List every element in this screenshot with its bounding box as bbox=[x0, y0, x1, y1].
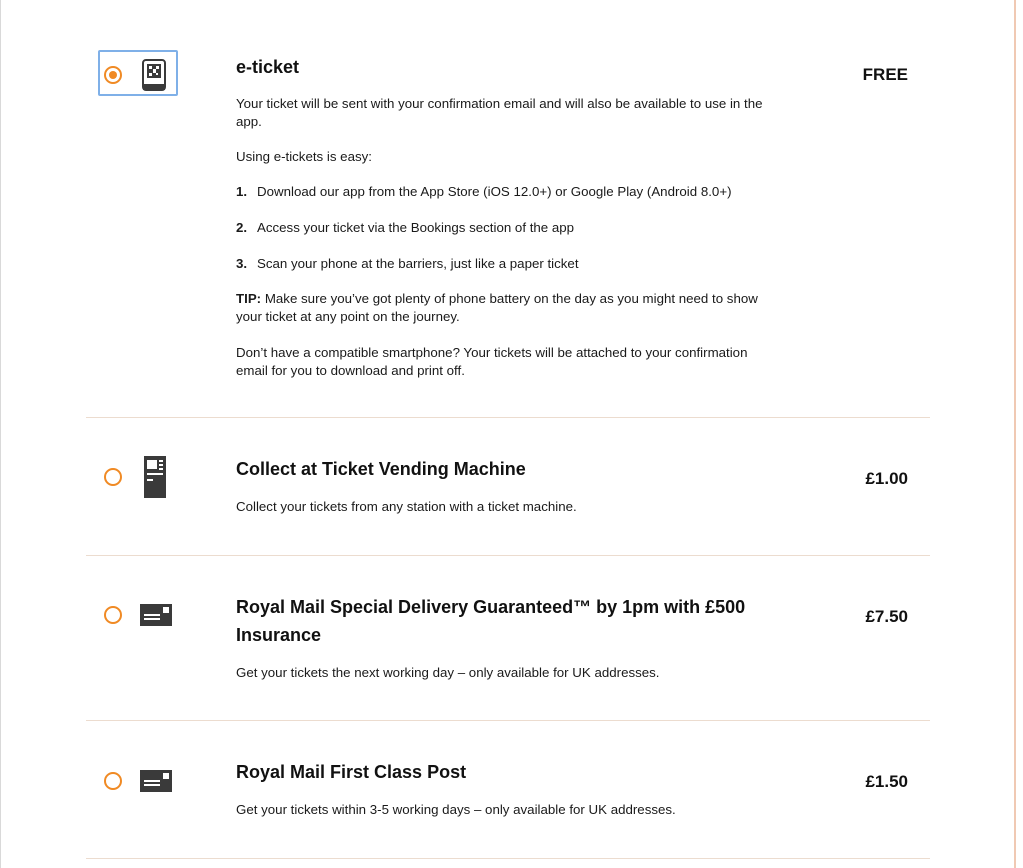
page-right-border bbox=[1014, 0, 1016, 868]
special-delivery-selector[interactable] bbox=[98, 590, 178, 636]
delivery-option-first-class bbox=[86, 756, 930, 836]
step-number: 2. bbox=[236, 220, 248, 235]
page-left-border bbox=[0, 0, 1, 868]
special-delivery-radio[interactable] bbox=[104, 606, 122, 624]
option-divider bbox=[86, 417, 930, 418]
delivery-option-tvm bbox=[86, 452, 930, 532]
step-number: 3. bbox=[236, 256, 248, 271]
eticket-price: FREE bbox=[862, 65, 908, 84]
option-divider bbox=[86, 720, 930, 721]
special-delivery-price: £7.50 bbox=[865, 607, 908, 626]
option-divider bbox=[86, 555, 930, 556]
step-text: Scan your phone at the barriers, just like a paper ticket bbox=[257, 256, 579, 271]
radio-selected-dot bbox=[109, 71, 117, 79]
eticket-description: Your ticket will be sent with your confirmation email and will also be available to use in the app. bbox=[236, 96, 763, 129]
eticket-step bbox=[236, 183, 796, 201]
eticket-step bbox=[236, 255, 796, 273]
tip-text: Make sure you’ve got plenty of phone battery on the day as you might need to show your ticket at any point on the journey. bbox=[236, 291, 758, 324]
first-class-selector[interactable] bbox=[98, 756, 178, 802]
eticket-title: e-ticket bbox=[236, 57, 300, 77]
delivery-option-special-delivery bbox=[86, 590, 930, 690]
eticket-selector[interactable] bbox=[98, 50, 178, 96]
envelope-icon bbox=[140, 604, 172, 626]
eticket-tip bbox=[236, 290, 781, 326]
tip-label: TIP: bbox=[236, 291, 262, 306]
envelope-icon bbox=[140, 770, 172, 792]
qr-phone-icon bbox=[142, 59, 166, 91]
first-class-radio[interactable] bbox=[104, 772, 122, 790]
first-class-price: £1.50 bbox=[865, 772, 908, 791]
eticket-step bbox=[236, 219, 796, 237]
step-number: 1. bbox=[236, 184, 248, 199]
delivery-option-eticket bbox=[86, 48, 930, 408]
eticket-note: Don’t have a compatible smartphone? Your tickets will be attached to your confirmation email for you to download and print off. bbox=[236, 345, 748, 378]
tvm-description: Collect your tickets from any station with a ticket machine. bbox=[236, 499, 577, 514]
step-text: Download our app from the App Store (iOS 12.0+) or Google Play (Android 8.0+) bbox=[257, 184, 732, 199]
eticket-intro: Using e-tickets is easy: bbox=[236, 149, 372, 164]
step-text: Access your ticket via the Bookings section of the app bbox=[257, 220, 575, 235]
ticket-machine-icon bbox=[144, 456, 166, 498]
tvm-title: Collect at Ticket Vending Machine bbox=[236, 459, 526, 479]
tvm-selector[interactable] bbox=[98, 452, 178, 498]
eticket-radio[interactable] bbox=[104, 66, 122, 84]
first-class-description: Get your tickets within 3-5 working days – only available for UK addresses. bbox=[236, 802, 676, 817]
first-class-title: Royal Mail First Class Post bbox=[236, 762, 467, 782]
tvm-radio[interactable] bbox=[104, 468, 122, 486]
special-delivery-title: Royal Mail Special Delivery Guaranteed™ by 1pm with £500 Insurance bbox=[236, 597, 746, 645]
tvm-price: £1.00 bbox=[865, 469, 908, 488]
option-divider bbox=[86, 858, 930, 859]
special-delivery-description: Get your tickets the next working day – only available for UK addresses. bbox=[236, 665, 660, 680]
